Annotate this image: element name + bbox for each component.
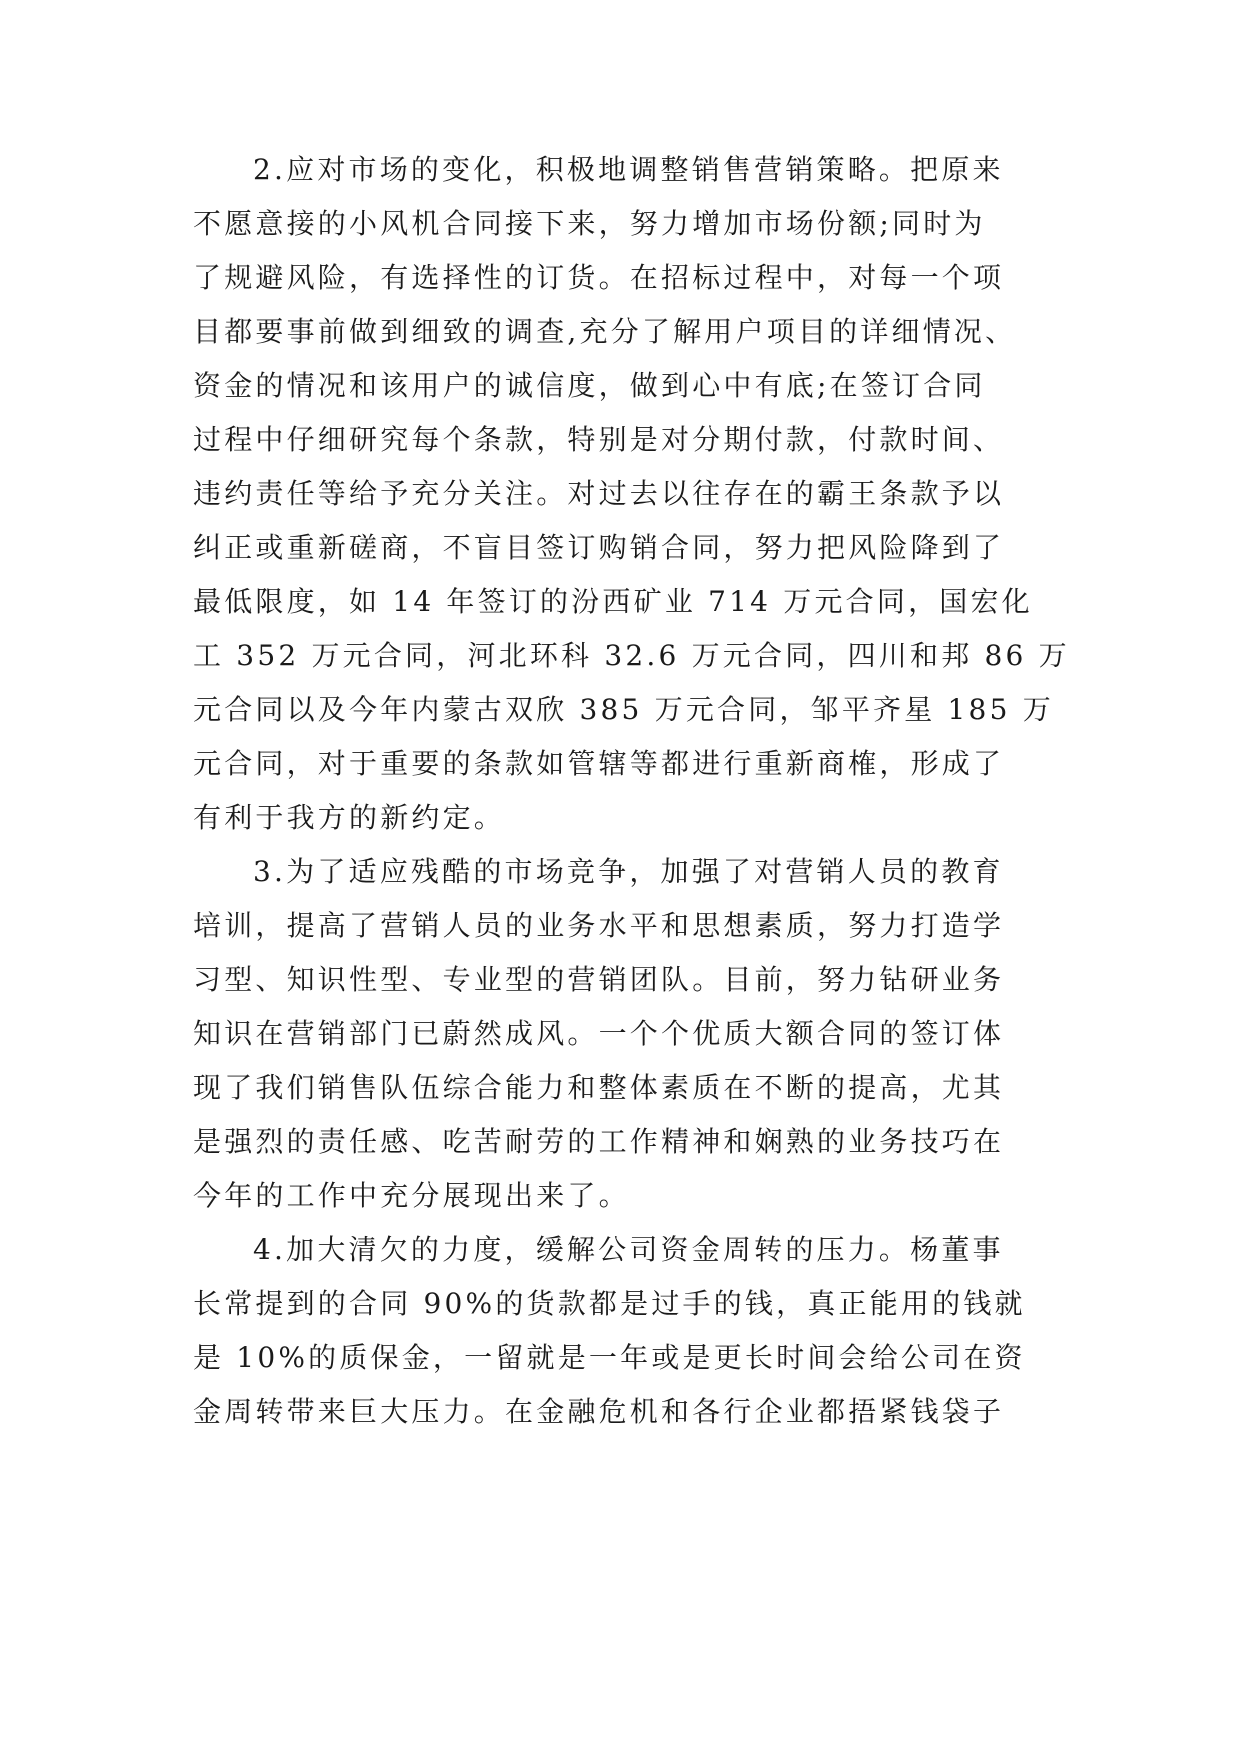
paragraph-4-line-2: 长常提到的合同 90%的货款都是过手的钱，真正能用的钱就 — [193, 1287, 1026, 1320]
paragraph-2-line-11: 元合同以及今年内蒙古双欣 385 万元合同，邹平齐星 185 万 — [193, 693, 1054, 726]
paragraph-4-line-1: 4.加大清欠的力度，缓解公司资金周转的压力。杨董事 — [253, 1233, 1004, 1266]
paragraph-2-line-9: 最低限度，如 14 年签订的汾西矿业 714 万元合同，国宏化 — [193, 585, 1033, 618]
paragraph-3-line-1: 3.为了适应残酷的市场竞争，加强了对营销人员的教育 — [253, 855, 1004, 888]
paragraph-3-line-2: 培训，提高了营销人员的业务水平和思想素质，努力打造学 — [193, 909, 1005, 942]
paragraph-3-line-3: 习型、知识性型、专业型的营销团队。目前，努力钻研业务 — [193, 963, 1005, 996]
paragraph-2-line-13: 有利于我方的新约定。 — [193, 801, 506, 834]
paragraph-3-line-5: 现了我们销售队伍综合能力和整体素质在不断的提高，尤其 — [193, 1071, 1005, 1104]
paragraph-2-line-6: 过程中仔细研究每个条款，特别是对分期付款，付款时间、 — [193, 423, 1005, 456]
paragraph-2-line-10: 工 352 万元合同，河北环科 32.6 万元合同，四川和邦 86 万 — [193, 639, 1070, 672]
paragraph-2-line-4: 目都要事前做到细致的调查,充分了解用户项目的详细情况、 — [193, 315, 1017, 348]
paragraph-2-line-2: 不愿意接的小风机合同接下来，努力增加市场份额;同时为 — [193, 207, 986, 240]
paragraph-2-line-1: 2.应对市场的变化，积极地调整销售营销策略。把原来 — [253, 153, 1004, 186]
paragraph-3-line-6: 是强烈的责任感、吃苦耐劳的工作精神和娴熟的业务技巧在 — [193, 1125, 1005, 1158]
paragraph-4-line-3: 是 10%的质保金，一留就是一年或是更长时间会给公司在资 — [193, 1341, 1026, 1374]
paragraph-2-line-3: 了规避风险，有选择性的订货。在招标过程中，对每一个项 — [193, 261, 1005, 294]
paragraph-2-line-8: 纠正或重新磋商，不盲目签订购销合同，努力把风险降到了 — [193, 531, 1005, 564]
paragraph-3-line-7: 今年的工作中充分展现出来了。 — [193, 1179, 630, 1212]
paragraph-3-line-4: 知识在营销部门已蔚然成风。一个个优质大额合同的签订体 — [193, 1017, 1005, 1050]
paragraph-2-line-12: 元合同，对于重要的条款如管辖等都进行重新商榷，形成了 — [193, 747, 1005, 780]
paragraph-2-line-5: 资金的情况和该用户的诚信度，做到心中有底;在签订合同 — [193, 369, 986, 402]
paragraph-4-line-4: 金周转带来巨大压力。在金融危机和各行企业都捂紧钱袋子 — [193, 1395, 1005, 1428]
paragraph-2-line-7: 违约责任等给予充分关注。对过去以往存在的霸王条款予以 — [193, 477, 1005, 510]
